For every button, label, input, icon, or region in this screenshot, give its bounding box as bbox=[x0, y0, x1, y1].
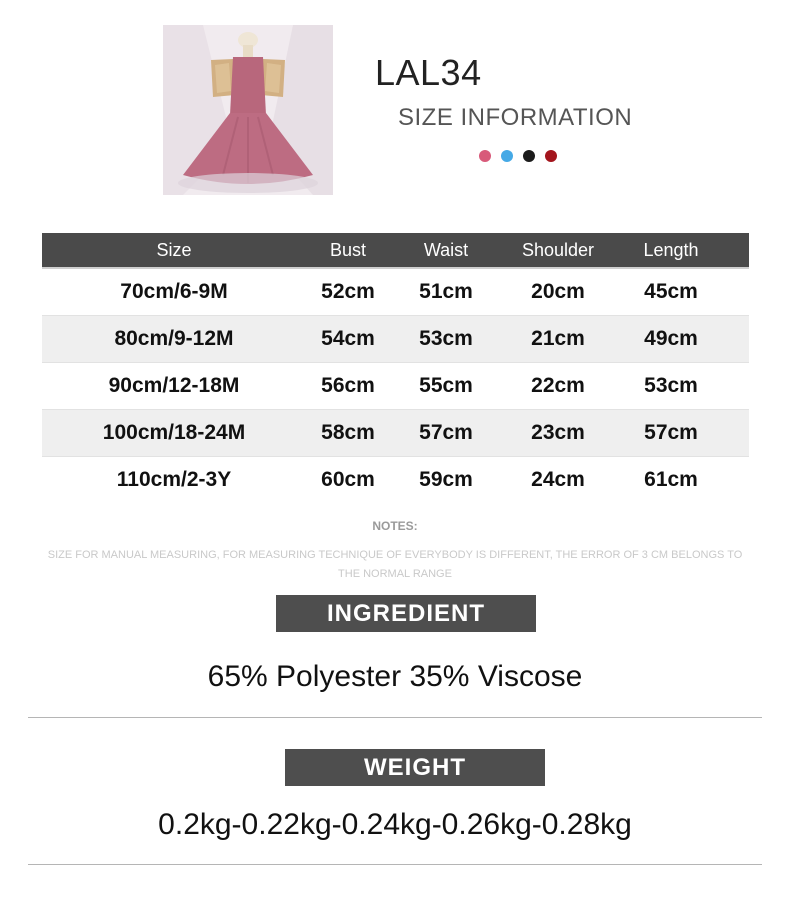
cell-waist: 57cm bbox=[419, 421, 473, 444]
color-swatch-red[interactable] bbox=[545, 150, 557, 162]
product-code: LAL34 bbox=[375, 52, 482, 93]
cell-shoulder: 24cm bbox=[531, 468, 585, 491]
notes-title: NOTES: bbox=[372, 519, 418, 533]
table-row bbox=[42, 315, 749, 363]
cell-shoulder: 20cm bbox=[531, 280, 585, 303]
color-swatch-pink[interactable] bbox=[479, 150, 491, 162]
color-swatch-blue[interactable] bbox=[501, 150, 513, 162]
table-row bbox=[42, 409, 749, 457]
color-swatches bbox=[479, 150, 557, 162]
header-length: Length bbox=[643, 239, 699, 260]
table-row bbox=[42, 363, 749, 409]
cell-shoulder: 22cm bbox=[531, 374, 585, 397]
size-information-heading: SIZE INFORMATION bbox=[398, 104, 633, 131]
divider bbox=[28, 717, 762, 718]
cell-length: 45cm bbox=[644, 280, 698, 303]
cell-shoulder: 21cm bbox=[531, 327, 585, 350]
cell-waist: 55cm bbox=[419, 374, 473, 397]
header-shoulder: Shoulder bbox=[521, 239, 595, 260]
cell-size: 110cm/2-3Y bbox=[116, 468, 232, 491]
weight-value: 0.2kg-0.22kg-0.24kg-0.26kg-0.28kg bbox=[158, 808, 632, 841]
table-row bbox=[42, 269, 749, 315]
divider bbox=[28, 864, 762, 865]
product-photo bbox=[163, 25, 333, 195]
ingredient-value: 65% Polyester 35% Viscose bbox=[207, 660, 583, 693]
cell-bust: 52cm bbox=[321, 280, 375, 303]
table-header bbox=[42, 233, 749, 267]
ingredient-banner: INGREDIENT bbox=[276, 595, 536, 632]
header-size: Size bbox=[156, 239, 192, 260]
cell-bust: 60cm bbox=[321, 468, 375, 491]
cell-size: 100cm/18-24M bbox=[102, 421, 246, 444]
cell-shoulder: 23cm bbox=[531, 421, 585, 444]
cell-bust: 54cm bbox=[321, 327, 375, 350]
color-swatch-black[interactable] bbox=[523, 150, 535, 162]
size-table bbox=[42, 233, 749, 503]
header-waist: Waist bbox=[423, 239, 469, 260]
cell-length: 49cm bbox=[644, 327, 698, 350]
dress-image bbox=[163, 25, 333, 195]
cell-size: 80cm/9-12M bbox=[114, 327, 234, 350]
cell-length: 61cm bbox=[644, 468, 698, 491]
table-row bbox=[42, 457, 749, 503]
cell-length: 53cm bbox=[644, 374, 698, 397]
weight-banner: WEIGHT bbox=[285, 749, 545, 786]
cell-size: 70cm/6-9M bbox=[120, 280, 228, 303]
cell-waist: 53cm bbox=[419, 327, 473, 350]
cell-size: 90cm/12-18M bbox=[108, 374, 240, 397]
header-bust: Bust bbox=[329, 239, 367, 260]
cell-waist: 51cm bbox=[419, 280, 473, 303]
cell-length: 57cm bbox=[644, 421, 698, 444]
notes-text: SIZE FOR MANUAL MEASURING, FOR MEASURING TECHNIQUE OF EVERYBODY IS DIFFERENT, THE ERROR OF 3 CM BELONGS TO THE NORMAL RANGE bbox=[47, 549, 743, 580]
cell-bust: 58cm bbox=[321, 421, 375, 444]
cell-waist: 59cm bbox=[419, 468, 473, 491]
cell-bust: 56cm bbox=[321, 374, 375, 397]
